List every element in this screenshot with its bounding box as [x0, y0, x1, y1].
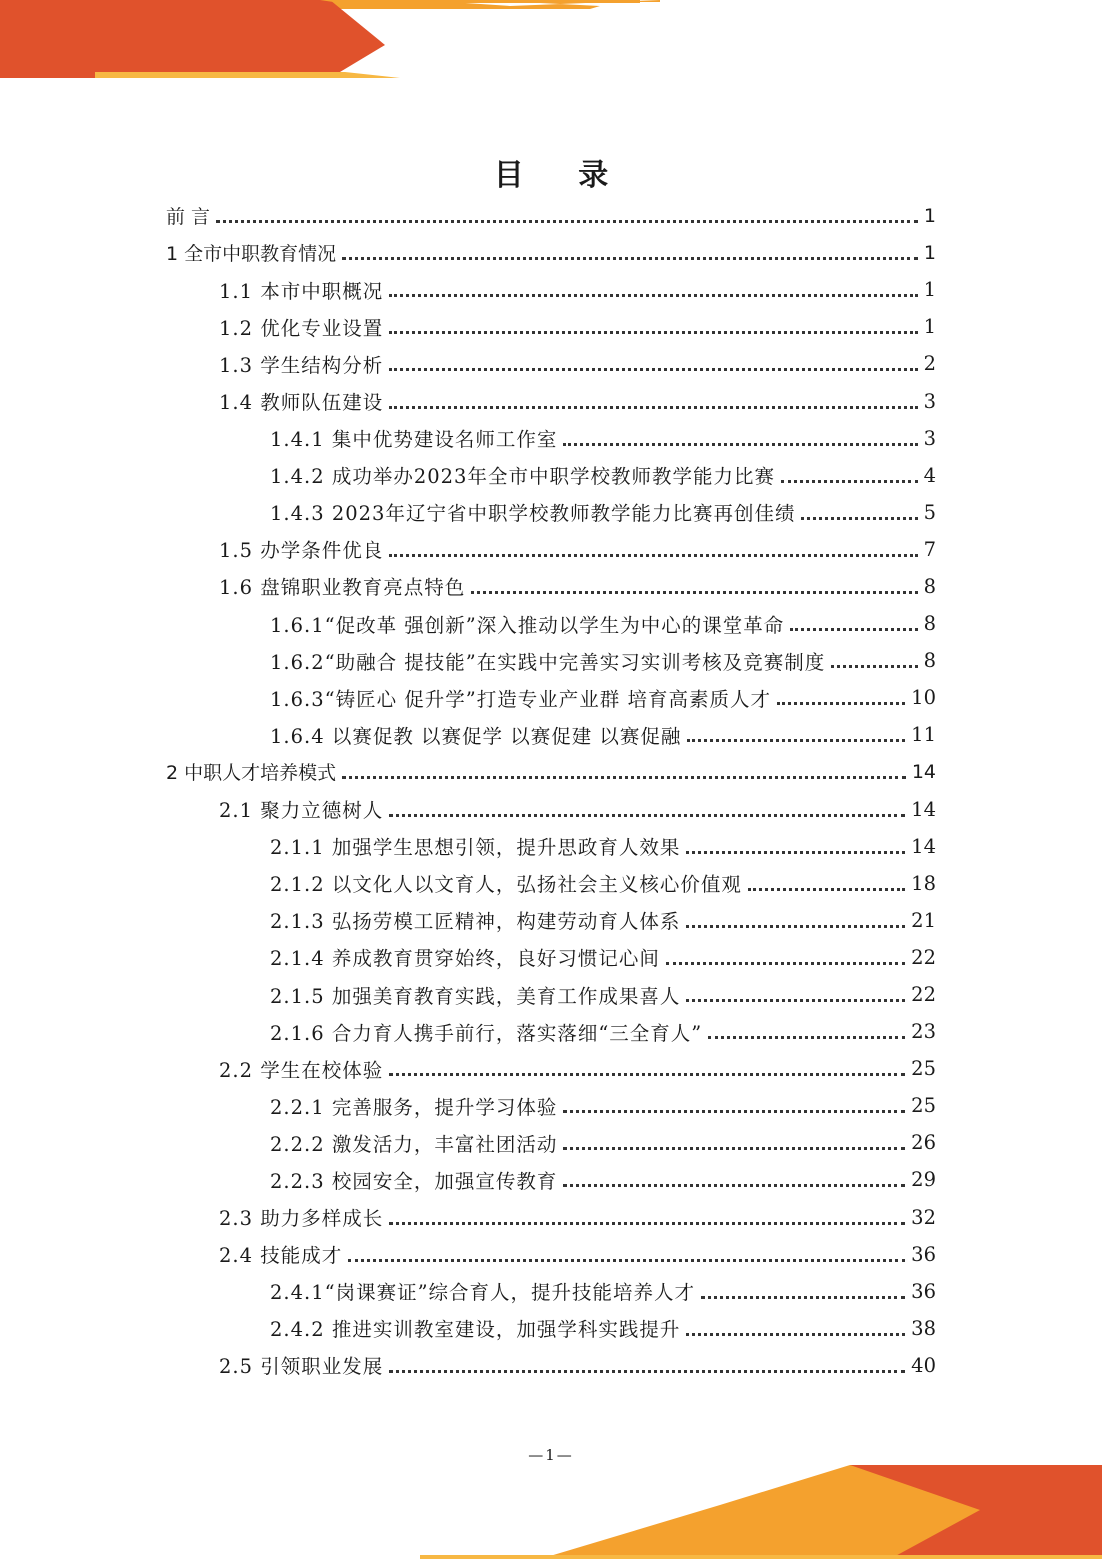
- toc-entry-title: 1.6.1“促改革 强创新”深入推动以学生为中心的课堂革命: [270, 613, 785, 637]
- dot-leader: [389, 406, 917, 409]
- dot-leader: [389, 368, 917, 371]
- toc-entry[interactable]: [166, 716, 936, 753]
- toc-entry[interactable]: [166, 828, 936, 865]
- toc-entry-title: 2.5 引领职业发展: [219, 1355, 384, 1379]
- toc-entry-title: 2.2 学生在校体验: [219, 1058, 384, 1082]
- dot-leader: [471, 591, 917, 594]
- toc-entry-title: 2.2.1 完善服务，提升学习体验: [270, 1095, 558, 1119]
- header-decoration: [0, 0, 660, 90]
- toc-entry-title: 2.3 助力多样成长: [219, 1207, 384, 1231]
- toc-entry-title: 1.6.4 以赛促教 以赛促学 以赛促建 以赛促融: [270, 724, 682, 748]
- toc-entry[interactable]: [166, 1310, 936, 1347]
- toc-entry-title: 1.6 盘锦职业教育亮点特色: [219, 576, 466, 600]
- dot-leader: [777, 702, 905, 705]
- toc-entry[interactable]: [166, 345, 936, 382]
- toc-entry[interactable]: [166, 865, 936, 902]
- toc-entry[interactable]: [166, 1347, 936, 1384]
- dot-leader: [342, 257, 918, 260]
- toc-entry-page: 1: [923, 241, 936, 264]
- toc-entry-title: 2.1.2 以文化人以文育人，弘扬社会主义核心价值观: [270, 873, 742, 897]
- dot-leader: [389, 294, 917, 297]
- dot-leader: [563, 443, 917, 446]
- dot-leader: [748, 888, 905, 891]
- toc-entry[interactable]: [166, 308, 936, 345]
- dot-leader: [389, 1073, 905, 1076]
- toc-entry[interactable]: [166, 1050, 936, 1087]
- toc-entry-page: 23: [911, 1020, 936, 1044]
- dot-leader: [781, 480, 918, 483]
- dot-leader: [831, 665, 917, 668]
- toc-entry-title: 2.4 技能成才: [219, 1244, 343, 1268]
- toc-entry[interactable]: [166, 791, 936, 828]
- toc-entry-page: 14: [911, 797, 936, 821]
- dot-leader: [563, 1147, 905, 1150]
- toc-entry-page: 4: [923, 463, 936, 487]
- toc-entry[interactable]: [166, 197, 936, 234]
- toc-entry-title: 1.2 优化专业设置: [219, 316, 384, 340]
- toc-entry[interactable]: [166, 1273, 936, 1310]
- dot-leader: [686, 1333, 905, 1336]
- toc-entry-title: 2.4.2 推进实训教室建设，加强学科实践提升: [270, 1318, 681, 1342]
- toc-entry[interactable]: [166, 939, 936, 976]
- toc-entry[interactable]: [166, 902, 936, 939]
- toc-entry-page: 36: [911, 1279, 936, 1303]
- toc-entry-title: 2.1.4 养成教育贯穿始终，良好习惯记心间: [270, 947, 660, 971]
- toc-entry[interactable]: [166, 271, 936, 308]
- dot-leader: [708, 1036, 905, 1039]
- toc-entry-page: 2: [923, 352, 936, 376]
- dot-leader: [701, 1296, 905, 1299]
- toc-entry-page: 22: [911, 983, 936, 1007]
- dot-leader: [563, 1184, 905, 1187]
- footer-decoration: [420, 1455, 1102, 1559]
- toc-entry-page: 14: [911, 834, 936, 858]
- toc-entry[interactable]: [166, 568, 936, 605]
- dot-leader: [801, 517, 917, 520]
- toc-entry-page: 25: [911, 1094, 936, 1118]
- toc-entry[interactable]: [166, 1124, 936, 1161]
- dot-leader: [686, 851, 905, 854]
- toc-entry-title: 2.1.1 加强学生思想引领，提升思政育人效果: [270, 836, 681, 860]
- toc-entry-title: 2.1.6 合力育人携手前行，落实落细“三全育人”: [270, 1021, 703, 1045]
- toc-entry-title: 2.2.2 激发活力，丰富社团活动: [270, 1132, 558, 1156]
- toc-entry-title: 2.1.5 加强美育教育实践，美育工作成果喜人: [270, 984, 681, 1008]
- toc-entry[interactable]: [166, 457, 936, 494]
- toc-entry-page: 21: [911, 908, 936, 932]
- toc-entry-page: 1: [923, 204, 936, 227]
- toc-entry[interactable]: [166, 605, 936, 642]
- toc-entry-page: 10: [911, 686, 936, 710]
- toc-entry-title: 2 中职人才培养模式: [166, 762, 337, 785]
- toc-entry-page: 38: [911, 1316, 936, 1340]
- toc-entry-title: 1.4.1 集中优势建设名师工作室: [270, 428, 558, 452]
- dot-leader: [389, 554, 917, 557]
- dot-leader: [666, 962, 905, 965]
- toc-entry[interactable]: [166, 1087, 936, 1124]
- dot-leader: [686, 999, 905, 1002]
- dot-leader: [389, 331, 917, 334]
- toc-entry-page: 32: [911, 1205, 936, 1229]
- toc-entry-page: 8: [923, 574, 936, 598]
- dot-leader: [563, 1110, 905, 1113]
- toc-entry-title: 前 言: [166, 206, 211, 229]
- toc-entry-title: 1.5 办学条件优良: [219, 539, 384, 563]
- toc-entry-title: 1 全市中职教育情况: [166, 243, 337, 266]
- toc-entry[interactable]: [166, 1199, 936, 1236]
- toc-entry-page: 18: [911, 871, 936, 895]
- page-number: —1—: [528, 1446, 574, 1464]
- dot-leader: [389, 814, 905, 817]
- toc-entry[interactable]: [166, 1013, 936, 1050]
- dot-leader: [687, 739, 905, 742]
- dot-leader: [686, 925, 905, 928]
- toc-entry[interactable]: [166, 234, 936, 271]
- dot-leader: [216, 220, 918, 223]
- toc-entry-page: 5: [923, 500, 936, 524]
- toc-entry-title: 1.6.2“助融合 提技能”在实践中完善实习实训考核及竞赛制度: [270, 650, 826, 674]
- toc-entry-page: 36: [911, 1242, 936, 1266]
- toc-entry-page: 40: [911, 1353, 936, 1377]
- dot-leader: [342, 776, 906, 779]
- toc-entry-title: 1.1 本市中职概况: [219, 279, 384, 303]
- toc-title: 目 录: [493, 158, 631, 193]
- toc-entry-page: 11: [911, 723, 936, 747]
- toc-entry-page: 1: [923, 278, 936, 302]
- toc-entry[interactable]: [166, 531, 936, 568]
- toc-entry-title: 1.4.2 成功举办2023年全市中职学校教师教学能力比赛: [270, 465, 775, 489]
- toc-entry[interactable]: [166, 1236, 936, 1273]
- table-of-contents: [166, 197, 936, 1384]
- toc-entry[interactable]: [166, 753, 936, 790]
- toc-entry-page: 8: [923, 649, 936, 673]
- toc-entry-page: 3: [923, 389, 936, 413]
- toc-entry-title: 2.4.1“岗课赛证”综合育人，提升技能培养人才: [270, 1281, 696, 1305]
- toc-entry[interactable]: [166, 679, 936, 716]
- toc-entry-title: 1.4 教师队伍建设: [219, 391, 384, 415]
- toc-entry-page: 29: [911, 1168, 936, 1192]
- toc-entry-page: 7: [923, 537, 936, 561]
- dot-leader: [348, 1259, 905, 1262]
- toc-entry-page: 26: [911, 1131, 936, 1155]
- toc-entry-title: 1.4.3 2023年辽宁省中职学校教师教学能力比赛再创佳绩: [270, 502, 796, 526]
- toc-entry[interactable]: [166, 642, 936, 679]
- toc-entry[interactable]: [166, 494, 936, 531]
- dot-leader: [790, 628, 917, 631]
- toc-entry-page: 25: [911, 1057, 936, 1081]
- toc-entry-title: 1.3 学生结构分析: [219, 353, 384, 377]
- toc-entry[interactable]: [166, 976, 936, 1013]
- toc-entry-page: 8: [923, 612, 936, 636]
- toc-entry[interactable]: [166, 382, 936, 419]
- toc-entry[interactable]: [166, 1161, 936, 1198]
- toc-entry-title: 2.1.3 弘扬劳模工匠精神，构建劳动育人体系: [270, 910, 681, 934]
- toc-entry-page: 1: [923, 315, 936, 339]
- toc-entry-page: 22: [911, 945, 936, 969]
- toc-entry-title: 2.1 聚力立德树人: [219, 799, 384, 823]
- toc-entry-title: 1.6.3“铸匠心 促升学”打造专业产业群 培育高素质人才: [270, 687, 771, 711]
- toc-entry[interactable]: [166, 420, 936, 457]
- dot-leader: [389, 1370, 905, 1373]
- toc-entry-page: 3: [923, 426, 936, 450]
- dot-leader: [389, 1222, 905, 1225]
- toc-entry-page: 14: [911, 760, 936, 783]
- toc-entry-title: 2.2.3 校园安全，加强宣传教育: [270, 1169, 558, 1193]
